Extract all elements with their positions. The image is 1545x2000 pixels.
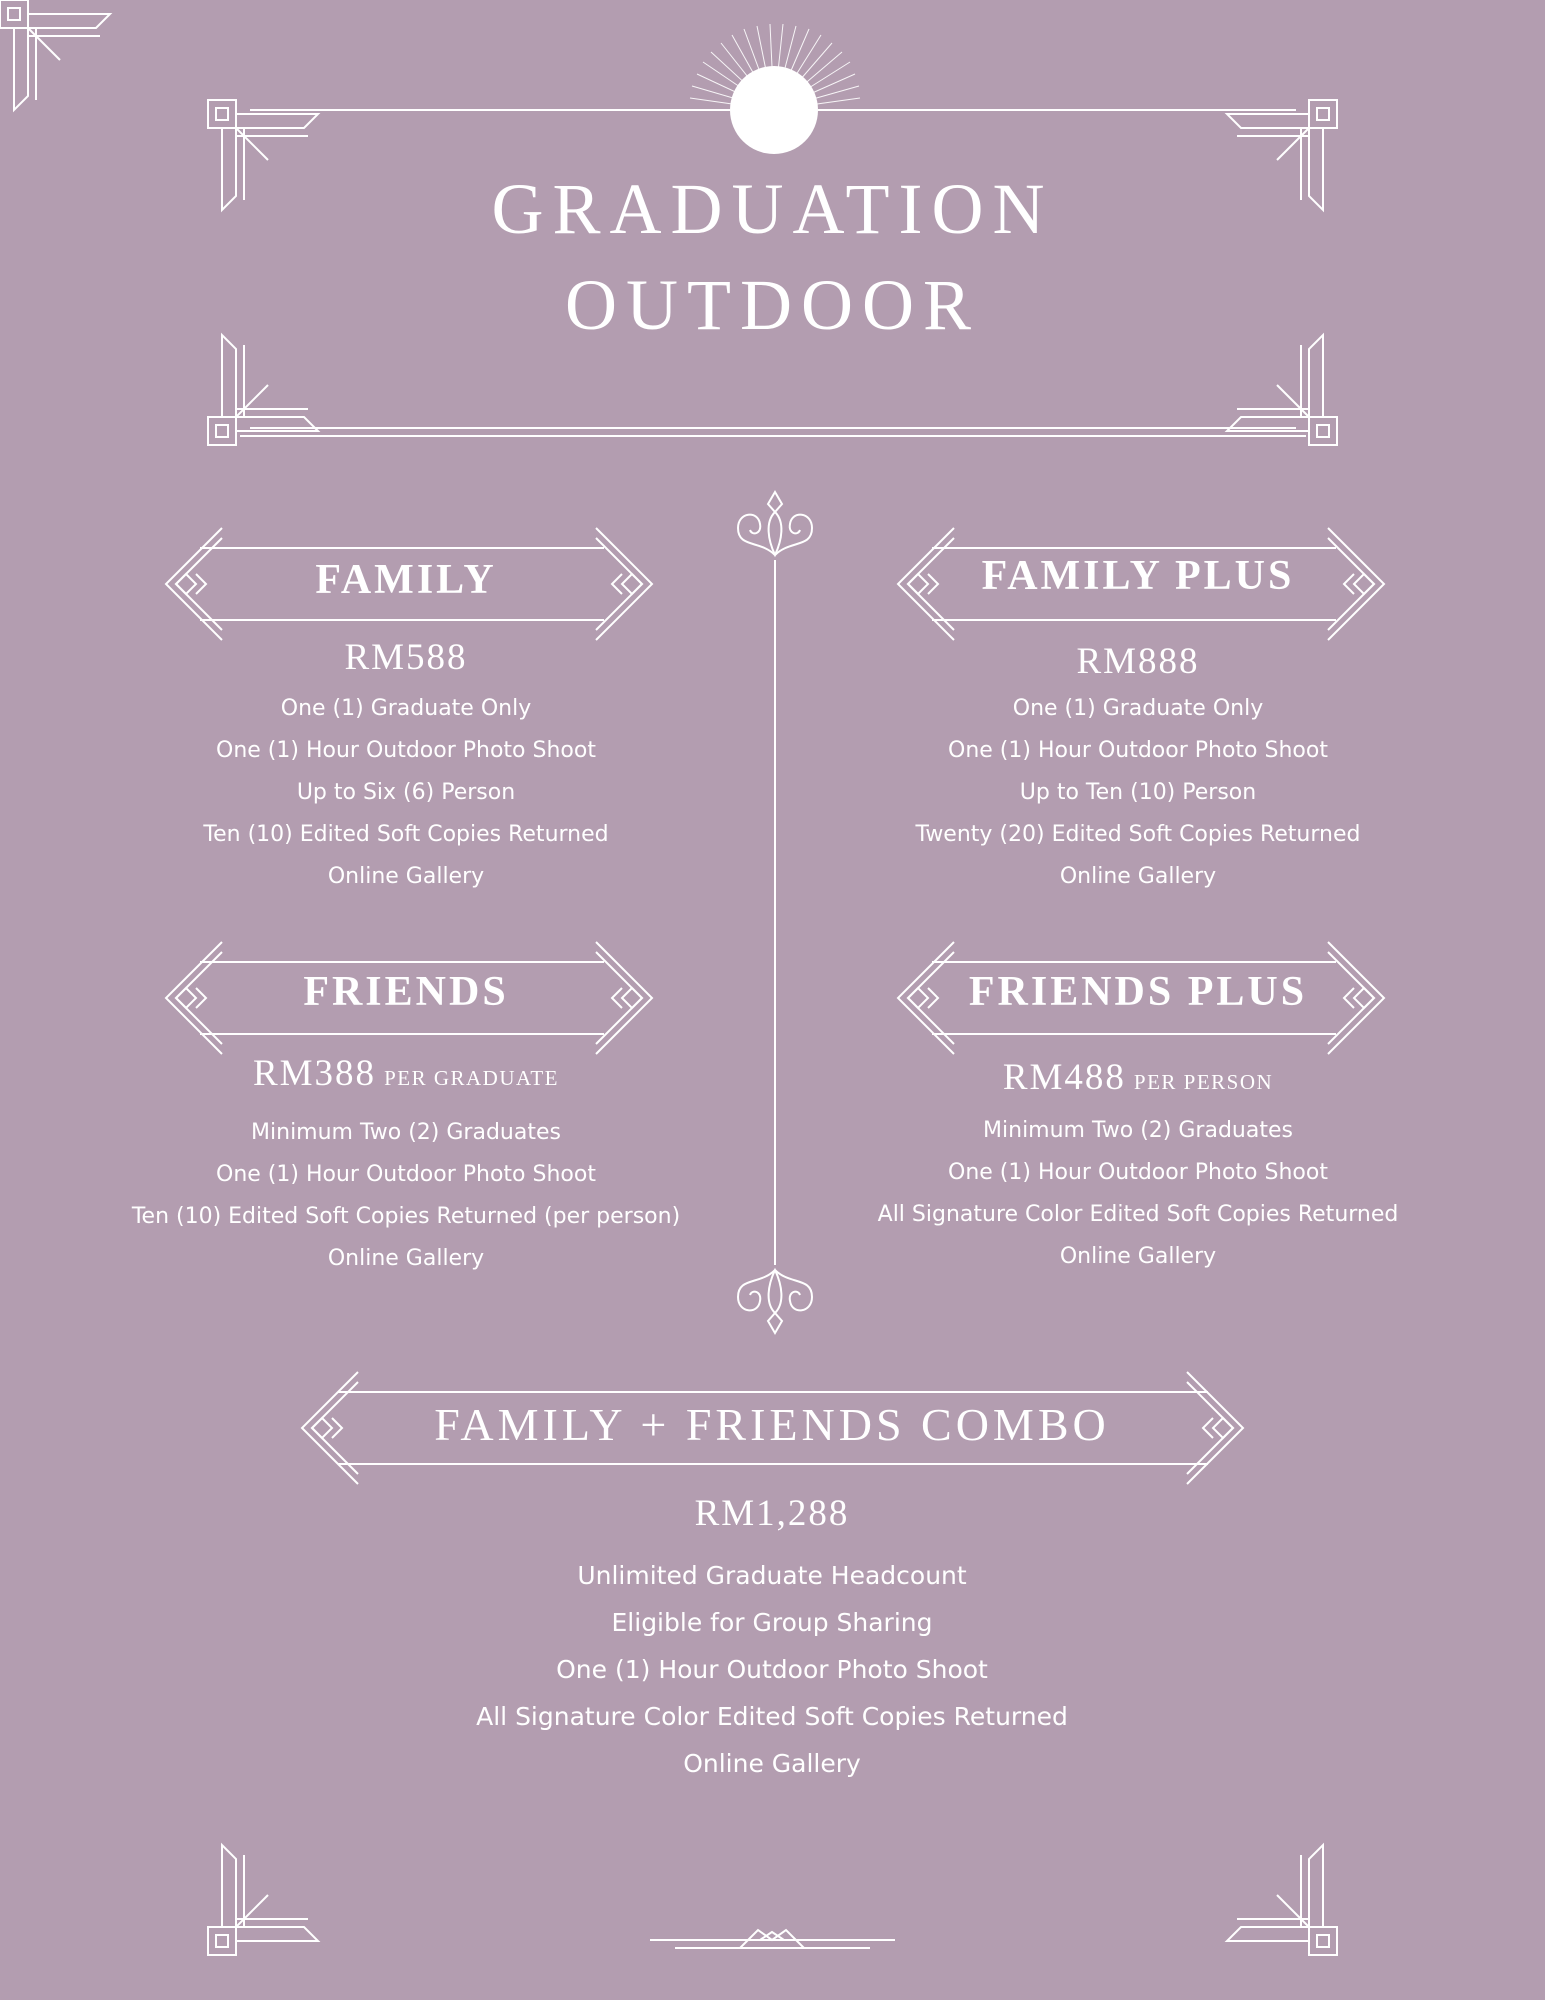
list-item: One (1) Hour Outdoor Photo Shoot: [216, 1162, 596, 1187]
list-item: Online Gallery: [1059, 1244, 1217, 1269]
package-price-friends-plus: [888, 1056, 1388, 1099]
list-item: Twenty (20) Edited Soft Copies Returned: [915, 822, 1361, 847]
list-item: Eligible for Group Sharing: [611, 1608, 933, 1637]
package-title-family: FAMILY: [315, 557, 497, 603]
list-item: Online Gallery: [1059, 864, 1217, 889]
sun-icon: [689, 24, 860, 154]
package-title-friends-plus: FRIENDS PLUS: [968, 969, 1308, 1015]
package-price-family-plus: RM888: [1076, 641, 1200, 682]
price-value: RM388: [252, 1053, 377, 1094]
price-unit: PER GRADUATE: [384, 1066, 559, 1090]
package-features-friends: [56, 1112, 756, 1280]
list-item: One (1) Hour Outdoor Photo Shoot: [216, 738, 596, 763]
package-features-friends-plus: [838, 1110, 1438, 1278]
package-features-family: [106, 688, 706, 898]
price-value: RM488: [1002, 1057, 1126, 1098]
page-title-line2: OUTDOOR: [565, 265, 980, 345]
list-item: Ten (10) Edited Soft Copies Returned: [203, 822, 609, 847]
package-price-family: RM588: [344, 637, 468, 678]
package-title-family-plus: FAMILY PLUS: [981, 553, 1295, 599]
list-item: Online Gallery: [327, 1246, 485, 1271]
list-item: All Signature Color Edited Soft Copies Returned: [476, 1702, 1068, 1731]
page-title-line1: GRADUATION: [491, 169, 1054, 249]
list-item: One (1) Graduate Only: [1012, 696, 1264, 721]
list-item: One (1) Hour Outdoor Photo Shoot: [948, 738, 1328, 763]
package-price-combo: RM1,288: [694, 1493, 850, 1534]
list-item: Minimum Two (2) Graduates: [251, 1120, 561, 1145]
list-item: One (1) Hour Outdoor Photo Shoot: [556, 1655, 988, 1684]
list-item: Up to Ten (10) Person: [1019, 780, 1257, 805]
package-price-friends: [156, 1052, 656, 1095]
price-unit: PER PERSON: [1133, 1070, 1274, 1094]
package-title-combo: FAMILY + FRIENDS COMBO: [434, 1399, 1110, 1450]
list-item: Online Gallery: [683, 1749, 861, 1778]
package-features-combo: [372, 1552, 1172, 1787]
list-item: Minimum Two (2) Graduates: [983, 1118, 1293, 1143]
list-item: All Signature Color Edited Soft Copies Returned: [877, 1202, 1399, 1227]
list-item: Ten (10) Edited Soft Copies Returned (per person): [131, 1204, 681, 1229]
corner-ornament-icon: [0, 0, 110, 110]
list-item: One (1) Graduate Only: [280, 696, 532, 721]
package-features-family-plus: [838, 688, 1438, 898]
list-item: Unlimited Graduate Headcount: [577, 1561, 967, 1590]
list-item: One (1) Hour Outdoor Photo Shoot: [948, 1160, 1328, 1185]
list-item: Up to Six (6) Person: [296, 780, 516, 805]
bottom-ornament-icon: [650, 1930, 895, 1948]
package-title-friends: FRIENDS: [303, 969, 509, 1015]
list-item: Online Gallery: [327, 864, 485, 889]
